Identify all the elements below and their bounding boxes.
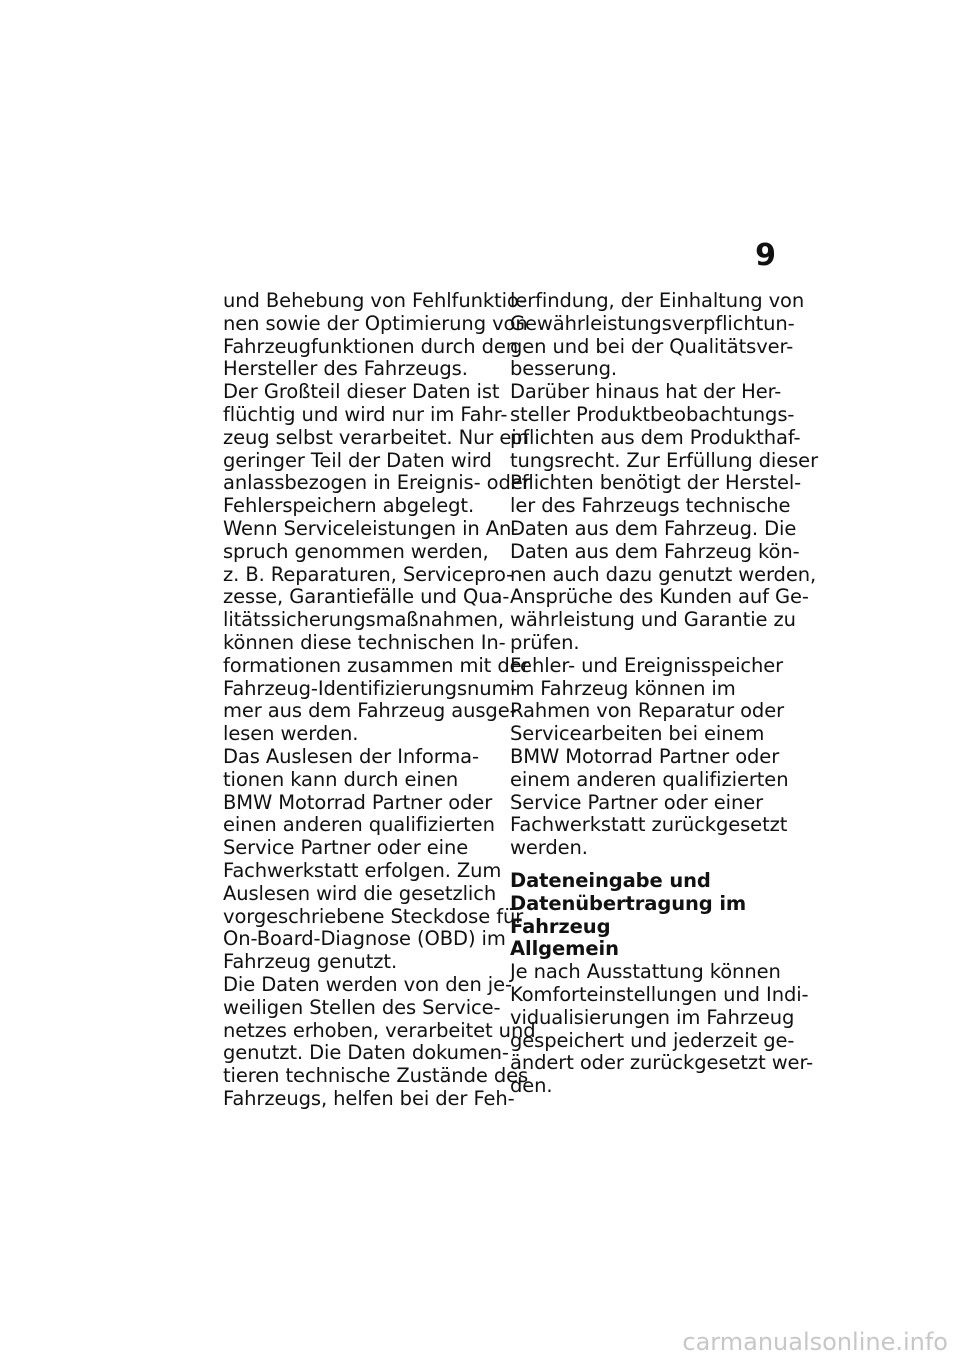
section-heading (510, 870, 782, 938)
text-line: Hersteller des Fahrzeugs. (223, 357, 468, 381)
text-line: gen und bei der Qualitätsver- (510, 334, 794, 358)
text-line: Rahmen von Reparatur oder (510, 699, 785, 723)
text-line: Die Daten werden von den je- (223, 972, 512, 996)
text-line: z. B. Reparaturen, Servicepro- (223, 562, 514, 586)
right-text-column (510, 289, 819, 1098)
text-line: litätssicherungsmaßnahmen, (223, 608, 505, 632)
text-line: Fahrzeugs, helfen bei der Feh- (223, 1086, 515, 1110)
text-line: Pflichten benötigt der Herstel- (510, 471, 802, 495)
text-line: Gewährleistungsverpflichtun- (510, 311, 795, 335)
text-line: Der Großteil dieser Daten ist (223, 380, 500, 404)
text-line: tionen kann durch einen (223, 767, 459, 791)
text-line: anlassbezogen in Ereignis- oder (223, 471, 531, 495)
text-line: Daten aus dem Fahrzeug kön- (510, 539, 800, 563)
text-line: nen sowie der Optimierung von (223, 311, 528, 335)
text-line: Auslesen wird die gesetzlich (223, 881, 497, 905)
text-line: lerfindung, der Einhaltung von (510, 289, 805, 312)
text-line: mer aus dem Fahrzeug ausge- (223, 699, 517, 723)
text-line: Fehlerspeichern abgelegt. (223, 494, 475, 518)
text-line: einem anderen qualifizierten (510, 767, 789, 791)
text-line: Das Auslesen der Informa- (223, 744, 479, 768)
text-line: ler des Fahrzeugs technische (510, 494, 791, 518)
subheading: Allgemein (510, 937, 619, 961)
text-line: spruch genommen werden, (223, 539, 489, 563)
text-line: BMW Motorrad Partner oder (510, 744, 780, 768)
text-line: flüchtig und wird nur im Fahr- (223, 402, 508, 426)
text-line: besserung. (510, 357, 618, 381)
page-number: 9 (755, 238, 776, 273)
text-line: währleistung und Garantie zu (510, 608, 796, 632)
text-line: Fehler- und Ereignisspeicher (510, 653, 784, 677)
text-line: Service Partner oder eine (223, 836, 469, 860)
watermark: carmanualsonline.info (682, 1328, 948, 1356)
section-heading-line: Fahrzeug (510, 914, 611, 938)
text-line: nen auch dazu genutzt werden, (510, 562, 817, 586)
text-line: zesse, Garantiefälle und Qua- (223, 585, 510, 609)
text-line: Darüber hinaus hat der Her- (510, 380, 782, 404)
text-line: geringer Teil der Daten wird (223, 448, 492, 472)
text-line: Ansprüche des Kunden auf Ge- (510, 585, 809, 609)
text-line: On-Board-Diagnose (OBD) im (223, 927, 506, 951)
text-line: steller Produktbeobachtungs- (510, 402, 795, 426)
text-line: Je nach Ausstattung können (510, 960, 781, 984)
text-line: pflichten aus dem Produkthaf- (510, 425, 801, 449)
text-line: einen anderen qualifizierten (223, 813, 495, 837)
text-line: zeug selbst verarbeitet. Nur ein (223, 425, 529, 449)
text-line: werden. (510, 836, 588, 860)
text-line: lesen werden. (223, 722, 359, 746)
text-line: Fachwerkstatt zurückgesetzt (510, 813, 788, 837)
text-line: Fahrzeug-Identifizierungsnum- (223, 676, 518, 700)
text-line: Fahrzeugfunktionen durch den (223, 334, 519, 358)
text-line: ändert oder zurückgesetzt wer- (510, 1051, 814, 1075)
text-line: und Behebung von Fehlfunktio- (223, 289, 527, 312)
text-line: gespeichert und jederzeit ge- (510, 1028, 795, 1052)
text-line: Daten aus dem Fahrzeug. Die (510, 516, 797, 540)
text-line: tieren technische Zustände des (223, 1064, 529, 1088)
section-heading-line: Datenübertragung im (510, 891, 747, 915)
text-line: Service Partner oder einer (510, 790, 764, 814)
text-line: vidualisierungen im Fahrzeug (510, 1005, 795, 1029)
text-line: den. (510, 1074, 553, 1098)
text-line: weiligen Stellen des Service- (223, 995, 501, 1019)
text-line: Fahrzeug genutzt. (223, 950, 398, 974)
text-line: können diese technischen In- (223, 630, 506, 654)
text-line: genutzt. Die Daten dokumen- (223, 1041, 509, 1065)
section-heading-line: Dateneingabe und (510, 868, 711, 892)
text-line: Fachwerkstatt erfolgen. Zum (223, 858, 502, 882)
text-line: vorgeschriebene Steckdose für (223, 904, 524, 928)
text-line: Komforteinstellungen und Indi- (510, 982, 809, 1006)
text-line: formationen zusammen mit der (223, 653, 530, 677)
text-line: im Fahrzeug können im (510, 676, 736, 700)
text-line: netzes erhoben, verarbeitet und (223, 1018, 536, 1042)
text-line: BMW Motorrad Partner oder (223, 790, 493, 814)
text-line: tungsrecht. Zur Erfüllung dieser (510, 448, 819, 472)
left-text-column (223, 289, 536, 1111)
text-line: prüfen. (510, 630, 580, 654)
text-line: Servicearbeiten bei einem (510, 722, 765, 746)
text-line: Wenn Serviceleistungen in An- (223, 516, 519, 540)
